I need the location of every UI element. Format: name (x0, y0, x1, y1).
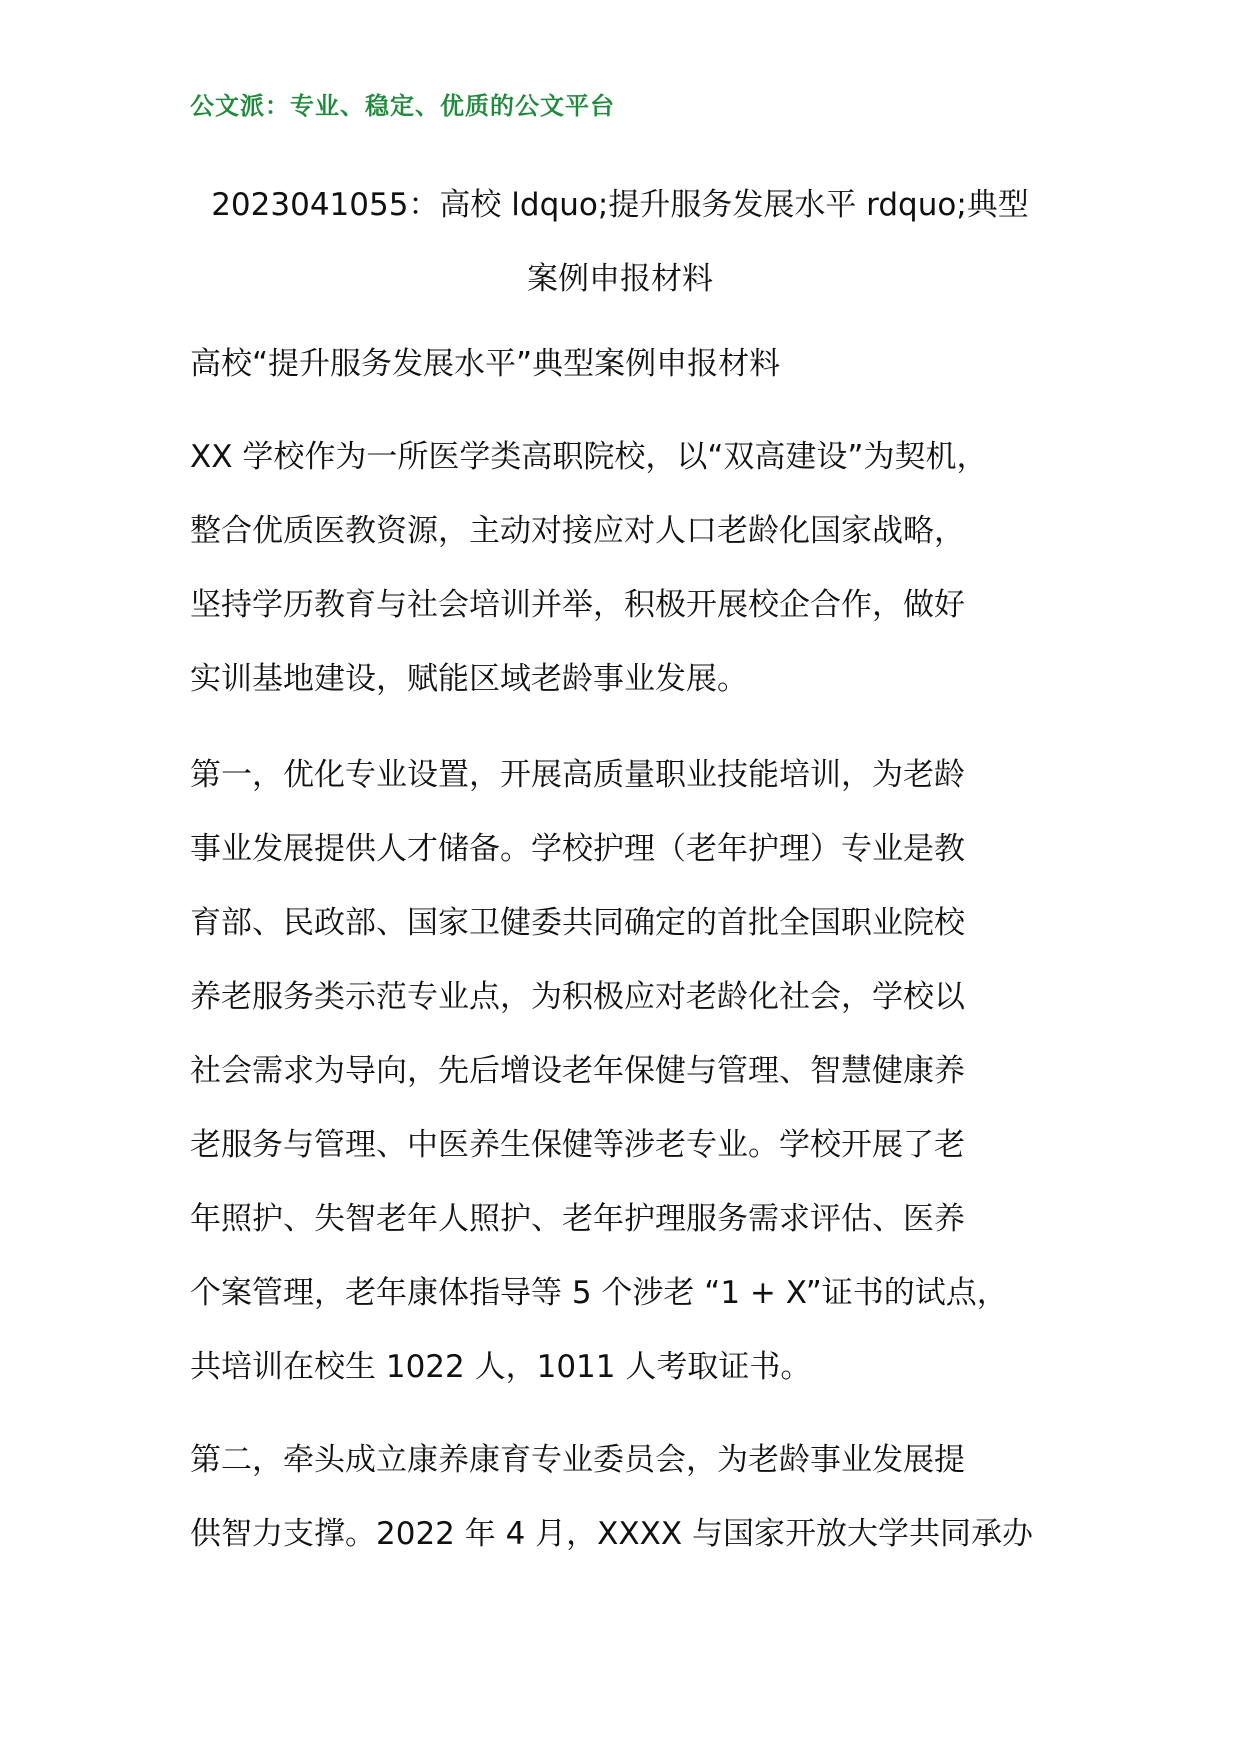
header-brand: 公文派：专业、稳定、优质的公文平台 (190, 92, 615, 120)
paragraph-line: 坚持学历教育与社会培训并举，积极开展校企合作，做好 (190, 587, 965, 623)
document-title (190, 168, 1050, 316)
paragraph-line: 第一，优化专业设置，开展高质量职业技能培训，为老龄 (190, 757, 965, 793)
paragraph-line: 共培训在校生 1022 人，1011 人考取证书。 (190, 1349, 812, 1385)
document-subheading (190, 327, 1080, 401)
document-title-line: 案例申报材料 (527, 261, 713, 297)
paragraph-line: 事业发展提供人才储备。学校护理（老年护理）专业是教 (190, 831, 965, 867)
paragraph-line: 实训基地建设，赋能区域老龄事业发展。 (190, 661, 748, 697)
paragraph-line: 社会需求为导向，先后增设老年保健与管理、智慧健康养 (190, 1053, 965, 1089)
subheading-text: 高校“提升服务发展水平”典型案例申报材料 (190, 346, 781, 382)
paragraph-line: 供智力支撑。2022 年 4 月，XXXX 与国家开放大学共同承办 (190, 1516, 1033, 1552)
paragraph-line: 年照护、失智老年人照护、老年护理服务需求评估、医养 (190, 1201, 965, 1237)
paragraph-line: 老服务与管理、中医养生保健等涉老专业。学校开展了老 (190, 1127, 965, 1163)
paragraph-line: XX 学校作为一所医学类高职院校，以“双高建设”为契机， (190, 439, 988, 475)
paragraph-intro (190, 420, 1080, 716)
paragraph-line: 个案管理，老年康体指导等 5 个涉老 “1 + X”证书的试点， (190, 1275, 1008, 1311)
paragraph-second-point (190, 1423, 1080, 1571)
paragraph-line: 育部、民政部、国家卫健委共同确定的首批全国职业院校 (190, 905, 965, 941)
document-title-line: 2023041055：高校 ldquo;提升服务发展水平 rdquo;典型 (211, 187, 1029, 223)
paragraph-line: 整合优质医教资源，主动对接应对人口老龄化国家战略， (190, 513, 965, 549)
paragraph-line: 养老服务类示范专业点，为积极应对老龄化社会，学校以 (190, 979, 965, 1015)
paragraph-first-point (190, 738, 1080, 1404)
paragraph-line: 第二，牵头成立康养康育专业委员会，为老龄事业发展提 (190, 1442, 965, 1478)
